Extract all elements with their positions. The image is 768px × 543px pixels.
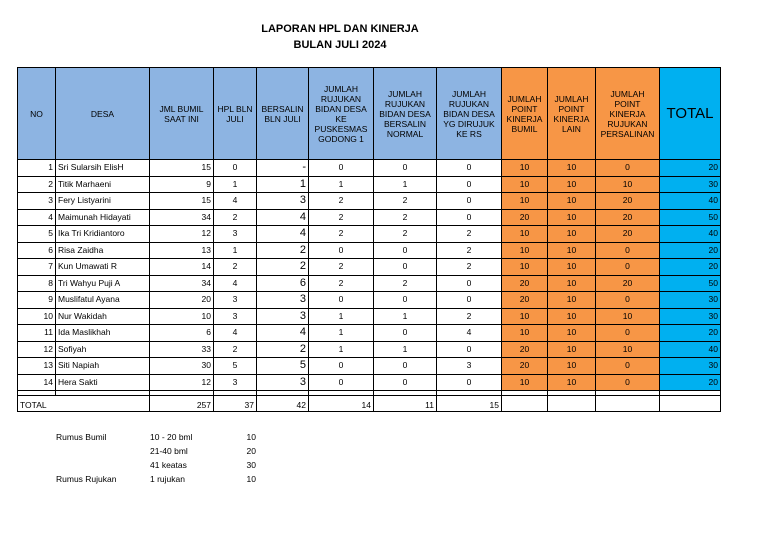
rumus-rujukan-label: Rumus Rujukan (56, 474, 117, 484)
table-row (18, 358, 721, 375)
header-jml-bumil: JML BUMIL SAAT INI (150, 68, 214, 160)
row-hpl: 4 (214, 193, 257, 210)
table-row (18, 308, 721, 325)
row-point-lain: 10 (548, 341, 596, 358)
row-rujukan-rs: 0 (437, 193, 502, 210)
row-total: 50 (660, 275, 721, 292)
row-jml-bumil: 14 (150, 259, 214, 276)
row-hpl: 2 (214, 209, 257, 226)
row-hpl: 4 (214, 275, 257, 292)
row-hpl: 2 (214, 341, 257, 358)
row-rujukan-normal: 1 (374, 341, 437, 358)
row-bersalin: 4 (257, 226, 309, 243)
row-rujukan-puskesmas: 2 (309, 209, 374, 226)
totals-bersalin: 42 (257, 396, 309, 412)
header-point-persalinan: JUMLAH POINT KINERJA RUJUKAN PERSALINAN (596, 68, 660, 160)
row-bersalin: 5 (257, 358, 309, 375)
row-jml-bumil: 30 (150, 358, 214, 375)
row-rujukan-rs: 2 (437, 242, 502, 259)
table-row (18, 292, 721, 309)
row-jml-bumil: 12 (150, 226, 214, 243)
totals-rujukan-rs: 15 (437, 396, 502, 412)
header-no: NO (18, 68, 56, 160)
rumus-bumil-value-3: 30 (246, 460, 256, 470)
row-rujukan-puskesmas: 1 (309, 325, 374, 342)
row-point-bumil: 20 (502, 209, 548, 226)
table-row (18, 374, 721, 391)
report-subtitle: BULAN JULI 2024 (293, 39, 387, 51)
row-point-persalinan: 0 (596, 242, 660, 259)
row-rujukan-puskesmas: 2 (309, 259, 374, 276)
row-rujukan-normal: 0 (374, 292, 437, 309)
row-rujukan-normal: 0 (374, 325, 437, 342)
row-no: 11 (18, 325, 56, 342)
row-point-bumil: 10 (502, 374, 548, 391)
row-jml-bumil: 34 (150, 209, 214, 226)
totals-rujukan-normal: 11 (374, 396, 437, 412)
row-total: 20 (660, 259, 721, 276)
table-row (18, 275, 721, 292)
row-jml-bumil: 15 (150, 193, 214, 210)
totals-bumil: 257 (150, 396, 214, 412)
row-total: 20 (660, 160, 721, 177)
row-point-bumil: 10 (502, 308, 548, 325)
row-bersalin: 3 (257, 292, 309, 309)
row-rujukan-rs: 0 (437, 292, 502, 309)
row-jml-bumil: 10 (150, 308, 214, 325)
table-row (18, 160, 721, 177)
row-point-persalinan: 10 (596, 176, 660, 193)
row-jml-bumil: 33 (150, 341, 214, 358)
row-point-lain: 10 (548, 176, 596, 193)
row-no: 6 (18, 242, 56, 259)
row-hpl: 3 (214, 374, 257, 391)
row-rujukan-rs: 2 (437, 308, 502, 325)
row-point-persalinan: 0 (596, 292, 660, 309)
row-desa: Risa Zaidha (56, 242, 150, 259)
row-rujukan-normal: 0 (374, 160, 437, 177)
totals-label: TOTAL (18, 396, 56, 412)
header-hpl: HPL BLN JULI (214, 68, 257, 160)
header-point-bumil: JUMLAH POINT KINERJA BUMIL (502, 68, 548, 160)
row-total: 40 (660, 341, 721, 358)
row-hpl: 5 (214, 358, 257, 375)
row-desa: Fery Listyarini (56, 193, 150, 210)
row-total: 30 (660, 308, 721, 325)
table-row (18, 341, 721, 358)
row-rujukan-rs: 0 (437, 160, 502, 177)
row-rujukan-normal: 2 (374, 275, 437, 292)
row-point-persalinan: 0 (596, 358, 660, 375)
row-point-lain: 10 (548, 374, 596, 391)
row-point-bumil: 20 (502, 292, 548, 309)
row-jml-bumil: 34 (150, 275, 214, 292)
row-rujukan-rs: 0 (437, 275, 502, 292)
row-total: 20 (660, 325, 721, 342)
rumus-rujukan-range: 1 rujukan (150, 474, 185, 484)
row-bersalin: 3 (257, 374, 309, 391)
row-bersalin: 2 (257, 341, 309, 358)
row-point-persalinan: 20 (596, 275, 660, 292)
row-point-bumil: 10 (502, 160, 548, 177)
row-rujukan-rs: 2 (437, 259, 502, 276)
row-hpl: 3 (214, 308, 257, 325)
row-desa: Sri Sularsih ElisH (56, 160, 150, 177)
row-rujukan-rs: 4 (437, 325, 502, 342)
row-point-persalinan: 0 (596, 374, 660, 391)
row-rujukan-puskesmas: 0 (309, 160, 374, 177)
row-hpl: 0 (214, 160, 257, 177)
row-hpl: 4 (214, 325, 257, 342)
row-total: 40 (660, 226, 721, 243)
row-point-lain: 10 (548, 226, 596, 243)
row-point-lain: 10 (548, 275, 596, 292)
row-rujukan-rs: 0 (437, 209, 502, 226)
totals-hpl: 37 (214, 396, 257, 412)
row-point-lain: 10 (548, 209, 596, 226)
row-no: 7 (18, 259, 56, 276)
row-bersalin: 4 (257, 325, 309, 342)
row-rujukan-normal: 2 (374, 226, 437, 243)
header-rujukan-normal: JUMLAH RUJUKAN BIDAN DESA BERSALIN NORMAL (374, 68, 437, 160)
rumus-bumil-range-2: 21-40 bml (150, 446, 188, 456)
row-point-persalinan: 0 (596, 259, 660, 276)
row-jml-bumil: 15 (150, 160, 214, 177)
rumus-bumil-value-1: 10 (246, 432, 256, 442)
row-point-lain: 10 (548, 292, 596, 309)
row-jml-bumil: 6 (150, 325, 214, 342)
row-point-lain: 10 (548, 308, 596, 325)
table-row (18, 242, 721, 259)
row-point-bumil: 20 (502, 275, 548, 292)
row-rujukan-puskesmas: 2 (309, 193, 374, 210)
rumus-rujukan-value: 10 (246, 474, 256, 484)
row-point-lain: 10 (548, 160, 596, 177)
row-rujukan-normal: 2 (374, 193, 437, 210)
row-no: 2 (18, 176, 56, 193)
header-row (18, 68, 721, 160)
row-no: 3 (18, 193, 56, 210)
row-jml-bumil: 13 (150, 242, 214, 259)
row-rujukan-puskesmas: 0 (309, 292, 374, 309)
row-desa: Siti Napiah (56, 358, 150, 375)
row-desa: Maimunah Hidayati (56, 209, 150, 226)
row-no: 8 (18, 275, 56, 292)
row-rujukan-puskesmas: 0 (309, 242, 374, 259)
row-point-persalinan: 0 (596, 160, 660, 177)
row-point-lain: 10 (548, 193, 596, 210)
rumus-bumil-range-3: 41 keatas (150, 460, 187, 470)
row-point-persalinan: 20 (596, 226, 660, 243)
header-total: TOTAL (660, 68, 721, 160)
row-point-bumil: 10 (502, 325, 548, 342)
row-rujukan-rs: 0 (437, 374, 502, 391)
row-no: 14 (18, 374, 56, 391)
row-rujukan-normal: 0 (374, 358, 437, 375)
row-total: 40 (660, 193, 721, 210)
header-rujukan-rs: JUMLAH RUJUKAN BIDAN DESA YG DIRUJUK KE RS (437, 68, 502, 160)
header-point-lain: JUMLAH POINT KINERJA LAIN (548, 68, 596, 160)
rumus-bumil-label: Rumus Bumil (56, 432, 107, 442)
row-desa: Nur Wakidah (56, 308, 150, 325)
header-bersalin: BERSALIN BLN JULI (257, 68, 309, 160)
row-no: 10 (18, 308, 56, 325)
row-bersalin: 4 (257, 209, 309, 226)
row-rujukan-rs: 0 (437, 176, 502, 193)
rumus-bumil-value-2: 20 (246, 446, 256, 456)
row-bersalin: 1 (257, 176, 309, 193)
report-title: LAPORAN HPL DAN KINERJA (261, 23, 419, 35)
row-total: 30 (660, 358, 721, 375)
row-jml-bumil: 9 (150, 176, 214, 193)
row-hpl: 3 (214, 292, 257, 309)
row-desa: Titik Marhaeni (56, 176, 150, 193)
row-point-bumil: 10 (502, 176, 548, 193)
row-point-lain: 10 (548, 242, 596, 259)
row-no: 13 (18, 358, 56, 375)
row-desa: Ika Tri Kridiantoro (56, 226, 150, 243)
row-desa: Tri Wahyu Puji A (56, 275, 150, 292)
row-total: 30 (660, 292, 721, 309)
row-desa: Hera Sakti (56, 374, 150, 391)
row-rujukan-puskesmas: 2 (309, 275, 374, 292)
row-point-persalinan: 10 (596, 308, 660, 325)
header-desa: DESA (56, 68, 150, 160)
row-point-persalinan: 0 (596, 325, 660, 342)
row-bersalin: 3 (257, 308, 309, 325)
totals-row (18, 396, 721, 412)
row-rujukan-normal: 0 (374, 259, 437, 276)
row-desa: Ida Maslikhah (56, 325, 150, 342)
row-bersalin: - (257, 160, 309, 177)
row-no: 12 (18, 341, 56, 358)
row-rujukan-rs: 0 (437, 341, 502, 358)
totals-rujukan-puskesmas: 14 (309, 396, 374, 412)
row-point-bumil: 20 (502, 341, 548, 358)
rumus-bumil-range-1: 10 - 20 bml (150, 432, 193, 442)
row-point-bumil: 10 (502, 242, 548, 259)
row-total: 30 (660, 176, 721, 193)
row-hpl: 3 (214, 226, 257, 243)
table-row (18, 325, 721, 342)
row-point-lain: 10 (548, 358, 596, 375)
table-row (18, 259, 721, 276)
row-point-bumil: 10 (502, 226, 548, 243)
row-jml-bumil: 20 (150, 292, 214, 309)
row-no: 1 (18, 160, 56, 177)
row-rujukan-puskesmas: 2 (309, 226, 374, 243)
row-total: 20 (660, 374, 721, 391)
row-desa: Muslifatul Ayana (56, 292, 150, 309)
row-point-persalinan: 20 (596, 193, 660, 210)
row-point-lain: 10 (548, 259, 596, 276)
row-total: 50 (660, 209, 721, 226)
row-point-bumil: 10 (502, 193, 548, 210)
row-no: 9 (18, 292, 56, 309)
row-rujukan-puskesmas: 0 (309, 374, 374, 391)
row-rujukan-puskesmas: 0 (309, 358, 374, 375)
header-rujukan-puskesmas: JUMLAH RUJUKAN BIDAN DESA KE PUSKESMAS GODONG 1 (309, 68, 374, 160)
row-bersalin: 6 (257, 275, 309, 292)
row-point-bumil: 20 (502, 358, 548, 375)
row-desa: Kun Umawati R (56, 259, 150, 276)
table-row (18, 176, 721, 193)
row-hpl: 1 (214, 242, 257, 259)
row-rujukan-normal: 1 (374, 308, 437, 325)
row-point-persalinan: 10 (596, 341, 660, 358)
row-hpl: 1 (214, 176, 257, 193)
row-rujukan-normal: 0 (374, 242, 437, 259)
row-rujukan-puskesmas: 1 (309, 176, 374, 193)
row-bersalin: 3 (257, 193, 309, 210)
row-rujukan-normal: 1 (374, 176, 437, 193)
row-rujukan-rs: 2 (437, 226, 502, 243)
table-row (18, 193, 721, 210)
row-rujukan-puskesmas: 1 (309, 341, 374, 358)
table-row (18, 209, 721, 226)
row-point-bumil: 10 (502, 259, 548, 276)
table-row (18, 226, 721, 243)
row-point-lain: 10 (548, 325, 596, 342)
row-desa: Sofiyah (56, 341, 150, 358)
performance-table (17, 67, 721, 412)
row-no: 5 (18, 226, 56, 243)
row-rujukan-normal: 2 (374, 209, 437, 226)
row-rujukan-normal: 0 (374, 374, 437, 391)
row-bersalin: 2 (257, 259, 309, 276)
row-jml-bumil: 12 (150, 374, 214, 391)
row-rujukan-puskesmas: 1 (309, 308, 374, 325)
row-bersalin: 2 (257, 242, 309, 259)
row-total: 20 (660, 242, 721, 259)
row-point-persalinan: 20 (596, 209, 660, 226)
row-rujukan-rs: 3 (437, 358, 502, 375)
row-hpl: 2 (214, 259, 257, 276)
row-no: 4 (18, 209, 56, 226)
